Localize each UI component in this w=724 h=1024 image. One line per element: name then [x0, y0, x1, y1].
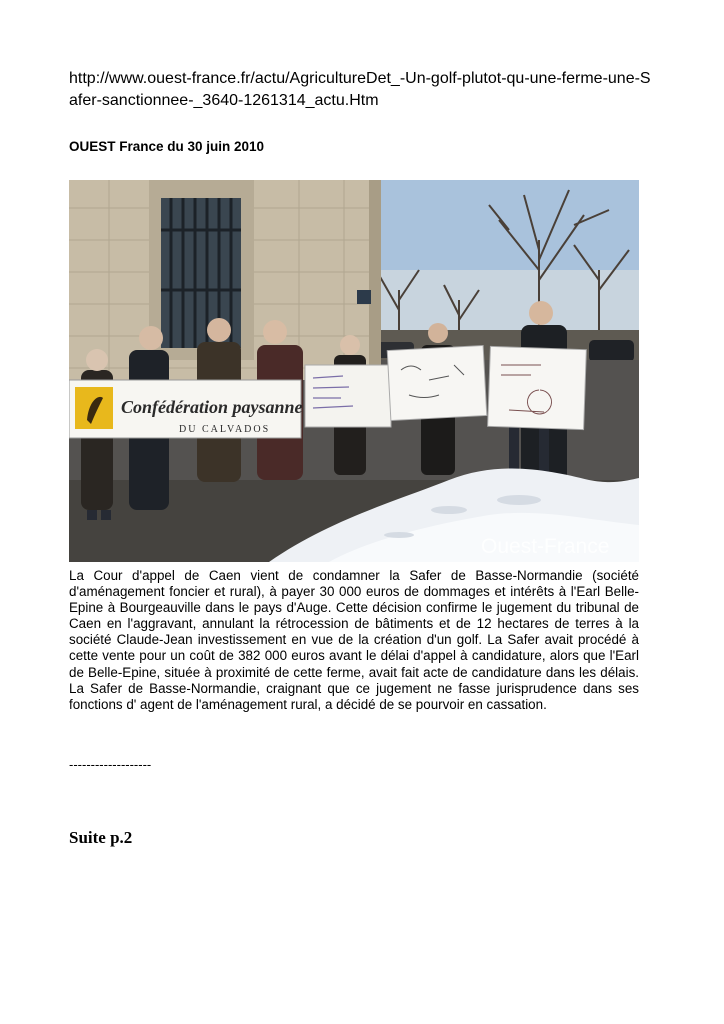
article-body: La Cour d'appel de Caen vient de condamner la Safer de Basse-Normandie (société d'aménagement foncier et rural), à payer 30 000 euros de dommages et intérêts à l'Earl Belle-Epine à Bourgeauville dans le pays d'Auge. Cette décision confirme le jugement du tribunal de Caen en l'aggravant, annulant la rétrocession de bâtiments et de 12 hectares de terres à la société Claude-Jean investissement en vue de la création d'un golf. La Safer avait procédé à cette vente pour un coût de 382 000 euros avant le délai d'appel à candidature, alors que l'Earl de Belle-Epine, située à proximité de cette ferme, avait fait acte de candidature dans les délais. La Safer de Basse-Normandie, craignant que ce jugement ne fasse jurisprudence dans ses fonctions d' agent de l'aménagement rural, a décidé de se pourvoir en cassation.	[69, 568, 639, 712]
separator-line: -------------------	[69, 757, 152, 772]
news-photo	[69, 180, 639, 562]
banner-main-text: Confédération paysanne	[121, 397, 303, 417]
source-url: http://www.ouest-france.fr/actu/AgricultureDet_-Un-golf-plutot-qu-une-ferme-une-Safer-sanctionnee-_3640-1261314_actu.Htm	[69, 70, 651, 109]
newspaper-source-line: OUEST France du 30 juin 2010	[69, 139, 265, 154]
continuation-note: Suite p.2	[69, 828, 133, 847]
banner-sub-text: DU CALVADOS	[179, 424, 271, 435]
photo-watermark: Ouest-France	[481, 535, 610, 558]
